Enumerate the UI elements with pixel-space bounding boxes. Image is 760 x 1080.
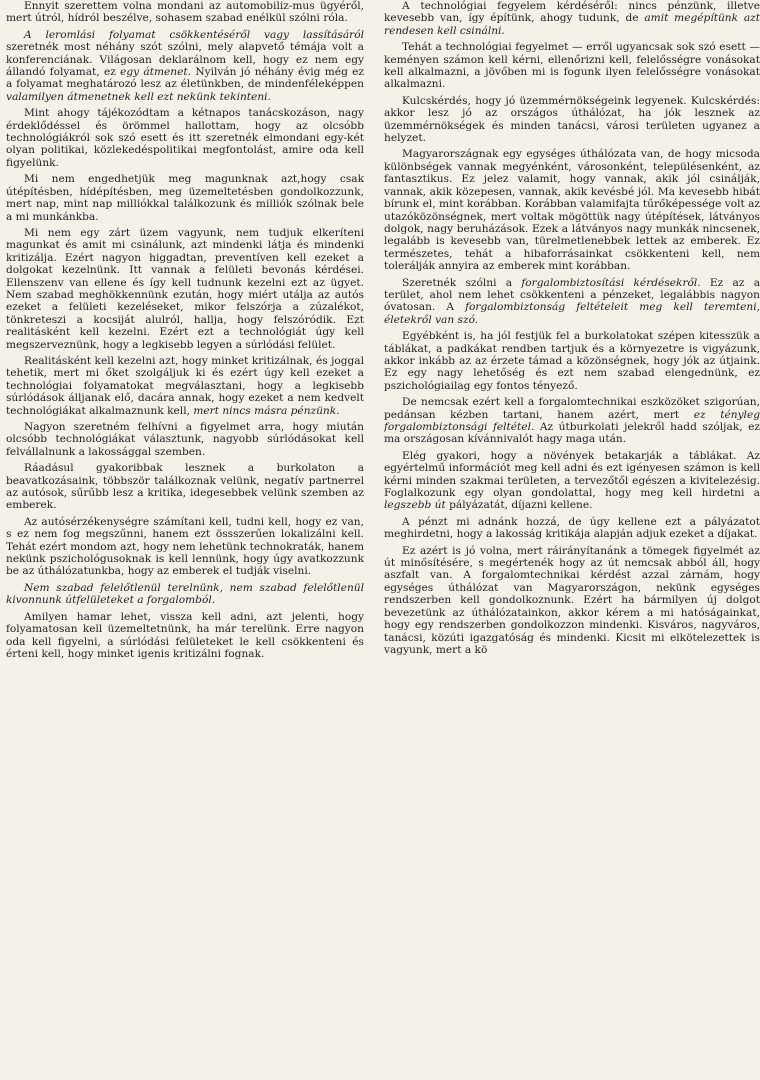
emphasized-text: legszebb út	[384, 499, 446, 512]
text-run: Elég gyakori, hogy a növények betakarják a táblákat. Az egyértelmű információt meg kell adni és ezt igényesen számon is kell kérni minden szakmai területen, a tervezőtől egészen a kivitelezésig. Foglalkozunk egy olyan gondolattal, hogy meg kell hirdetni a	[384, 449, 760, 500]
paragraph	[6, 421, 364, 458]
paragraph	[6, 29, 364, 103]
text-run: Ez azért is jó volna, mert ráirányítanánk a tömegek figyelmét az út minősítésére, s megértenék hogy az út nemcsak abból áll, hogy aszfalt van. A forgalomtechnikai kérdést azzal zárnám, hogy egységes úthálózat van Magyarországon, nekünk egységes rendszerben kell gondolkoznunk. Ezért ha bármilyen új dolgot bevezetünk az úthálózatainkon, akkor kérem a mi hatóságainkat, hogy egy rendszerben gondolkozzon mindenki. Kisváros, nagyváros, tanácsi, közúti igazgatóság és mindenki. Kicsit mi elkötelezettek is vagyunk, mert a kö	[384, 544, 760, 656]
paragraph	[384, 277, 760, 327]
paragraph	[384, 0, 760, 37]
text-run: Mi nem egy zárt üzem vagyunk, nem tudjuk elkeríteni magunkat és amit mi csinálunk, azt mindenki látja és mindenki kritizálja. Ezért nagyon higgadtan, preventíven kell ezeket a dolgokat kezelnünk. Itt vannak a felületi bevonás kérdései. Ellenszenv van ellene és így kell tudnunk kezelni ezt az ügyet. Nem szabad meghökkennünk ezután, hogy miért utálja az autós ezeket a felületi kezeléseket, mikor felszórja a zúzalékot, tönkreteszi a kocsiját alulról, hallja, hogy felszóródik. Ezt realitásként kell kezelni. Ezért ezt a technológiát úgy kell megszerveznünk, hogy a legkisebb legyen a súrlódási felület.	[6, 226, 364, 351]
left-column	[6, 0, 364, 1080]
emphasized-text: egy átmenet.	[120, 66, 192, 79]
text-run: Mint ahogy tájékozódtam a kétnapos tanácskozáson, nagy érdeklődéssel és örömmel hallottam, hogy az olcsóbb technológiákról sok szó esett és itt szeretnék elmondani egy-két olyan politikai, közlekedéspolitikai megfontolást, amire oda kell figyelünk.	[6, 107, 364, 169]
paragraph	[384, 545, 760, 657]
paragraph	[384, 95, 760, 145]
text-run: Kulcskérdés, hogy jó üzemmérnökségeink legyenek. Kulcskérdés: akkor lesz jó az országos úthálózat, ha jók lesznek az üzemmérnökségek és minden tanácsi, városi területen ugyanez a helyzet.	[384, 94, 760, 145]
paragraph	[384, 516, 760, 541]
emphasized-text: ez tényleg forgalombiztonsági feltétel.	[384, 408, 760, 433]
paragraph	[6, 173, 364, 223]
text-run: Az útburkolati jelekről hadd szóljak, ez ma országosan kívánnivalót hagy maga után.	[384, 421, 760, 446]
text-run: Nagyon szeretném felhívni a figyelmet arra, hogy miután olcsóbb technológiákat választunk, nagyobb súrlódásokat kell felvállalnunk a lakossággal szemben.	[6, 421, 364, 458]
text-run: Tehát a technológiai fegyelmet — erről ugyancsak sok szó esett — keményen számon kell kérni, ellenőrizni kell, felelősségre vonásokat kell alkalmazni, a jövőben mi is fogunk ilyen felelősségre vonásokat alkalmazni.	[384, 41, 760, 91]
paragraph	[6, 516, 364, 578]
paragraph	[384, 148, 760, 272]
text-run: Mi nem engedhetjük meg magunknak azt,hogy csak útépítésben, hídépítésben, meg üzemeltetésben gondolkozzunk, mert nap, mint nap milliókkal találkozunk és milliók szólnak bele a mi munkánkba.	[6, 173, 364, 223]
text-run: Realitásként kell kezelni azt, hogy minket kritizálnak, és joggal tehetik, mert mi őket szolgáljuk ki és ezért úgy kell ezeket a technológiai folyamatokat megválasztani, hogy a legkisebb súrlódások álljanak elő, dacára annak, hogy ezeket a nem kedvelt technológiákat alkalmaznunk kell,	[6, 354, 364, 417]
paragraph	[6, 355, 364, 417]
emphasized-text: valamilyen átmenetnek kell ezt nekünk tekinteni.	[6, 90, 271, 103]
text-run: pályázatát, díjazni kellene.	[445, 499, 593, 512]
text-run: Szeretnék szólni a	[402, 276, 522, 289]
emphasized-text: mert nincs másra pénzünk.	[193, 404, 340, 417]
text-run: Nyilván jó néhány évig még ez a folyamat meghatározó lesz az életünkben, de mindenféleképpen	[6, 66, 364, 91]
emphasized-text: Nem szabad felelőtlenül terelnünk, nem szabad felelőtlenül kivonnunk útfelületeket a forgalomból.	[6, 581, 364, 607]
text-run: Az autósérzékenységre számítani kell, tudni kell, hogy ez van, s ez nem fog megszűnni, hanem ezt össszerűen lokalizálni kell. Tehát ezért mondom azt, hogy nem lehetünk technokraták, hanem nekünk pszichológusoknak is kell lennünk, hogy úgy avatkozzunk be az úthálózatunkba, hogy az emberek el tudják viselni.	[6, 515, 364, 578]
text-run: Ráadásul gyakoribbak lesznek a burkolaton a beavatkozásaink, többször találkoznak velünk, negatív partnerrel az autósok, sűrűbb lesz a kritika, idegesebbek velünk szemben az emberek.	[6, 462, 364, 512]
paragraph	[6, 611, 364, 661]
paragraph	[6, 582, 364, 607]
text-run: Ez az a terület, ahol nem lehet csökkenteni a pénzeket, legalábbis nagyon óvatosan. A	[384, 276, 760, 314]
emphasized-text: forgalombiztonság feltételeit meg kell teremteni, életekről van szó.	[384, 301, 760, 326]
text-run: A technológiai fegyelem kérdéséről: nincs pénzünk, illetve kevesebb van, így építünk, ahogy tudunk, de	[384, 0, 760, 25]
paragraph	[384, 450, 760, 512]
text-run: Egyébként is, ha jól festjük fel a burkolatokat szépen kitesszük a táblákat, a padkákat rendben tartjuk és a környezetre is vigyázunk, akkor inkább az az érzete támad a közönségnek, hogy jók az útjaink. Ez egy nagy lehetőség és ezt nem szabad elengednünk, ez pszichológiailag egy fontos tényező.	[384, 330, 760, 392]
column-gutter	[370, 0, 371, 1080]
right-column	[384, 0, 760, 1080]
paragraph	[6, 0, 364, 25]
paragraph	[6, 107, 364, 169]
emphasized-text: forgalombiztosítási kérdésekről.	[521, 276, 701, 289]
paragraph	[384, 396, 760, 446]
text-run: A pénzt mi adnánk hozzá, de úgy kellene ezt a pályázatot meghirdetni, hogy a lakosság kritikája alapján adjuk ezeket a díjakat.	[384, 515, 760, 541]
text-run: szeretnék most néhány szót szólni, mely alapvető témája volt a konferenciának. Világosan deklarálnom kell, hogy ez nem egy állandó folyamat, ez	[6, 41, 364, 79]
paragraph	[6, 462, 364, 512]
text-run: Amilyen hamar lehet, vissza kell adni, azt jelenti, hogy folyamatosan kell üzemeltetnünk, ha már terelünk. Erre nagyon oda kell figyelni, a súrlódási felületeket le kell csökkenteni és érteni kell, hogy minket igenis kritizálni fognak.	[6, 610, 364, 660]
text-run: De nemcsak ezért kell a forgalomtechnikai eszközöket szigorúan, pedánsan kézben tartani, hanem azért, mert	[384, 396, 760, 421]
paragraph	[384, 330, 760, 392]
paragraph	[6, 227, 364, 351]
emphasized-text: amit megépítünk azt rendesen kell csinálni.	[384, 12, 760, 37]
paragraph	[384, 41, 760, 91]
emphasized-text: A leromlási folyamat csökkentéséről vagy lassításáról	[24, 28, 364, 41]
text-run: Magyarországnak egy egységes úthálózata van, de hogy micsoda különbségek vannak megyénként, városonként, településenként, az fantasztikus. Ez jelez valamit, hogy vannak, akik jól csinálják, vannak, akik közepesen, vannak, akik kevésbé jól. Ma kevesebb hibát bírunk el, mint korábban. Korábban valamifajta tűrőképessége volt az utazóközönségnek, mert voltak mögöttük nagy útépítések, látványos dolgok, nagy beruházások. Ezek a látványos nagy munkák nincsenek, legalább is kevesebb van, türelmetlenebbek lettek az emberek. Ez természetes, tehát a hibaforrásainkat csökkenteni kell, nem tolerálják annyira az emberek mint korábban.	[384, 148, 760, 273]
text-run: Ennyit szerettem volna mondani az automobiliz-mus ügyéről, mert útról, hídról beszélve, sohasem szabad enélkül szólni róla.	[6, 0, 364, 25]
